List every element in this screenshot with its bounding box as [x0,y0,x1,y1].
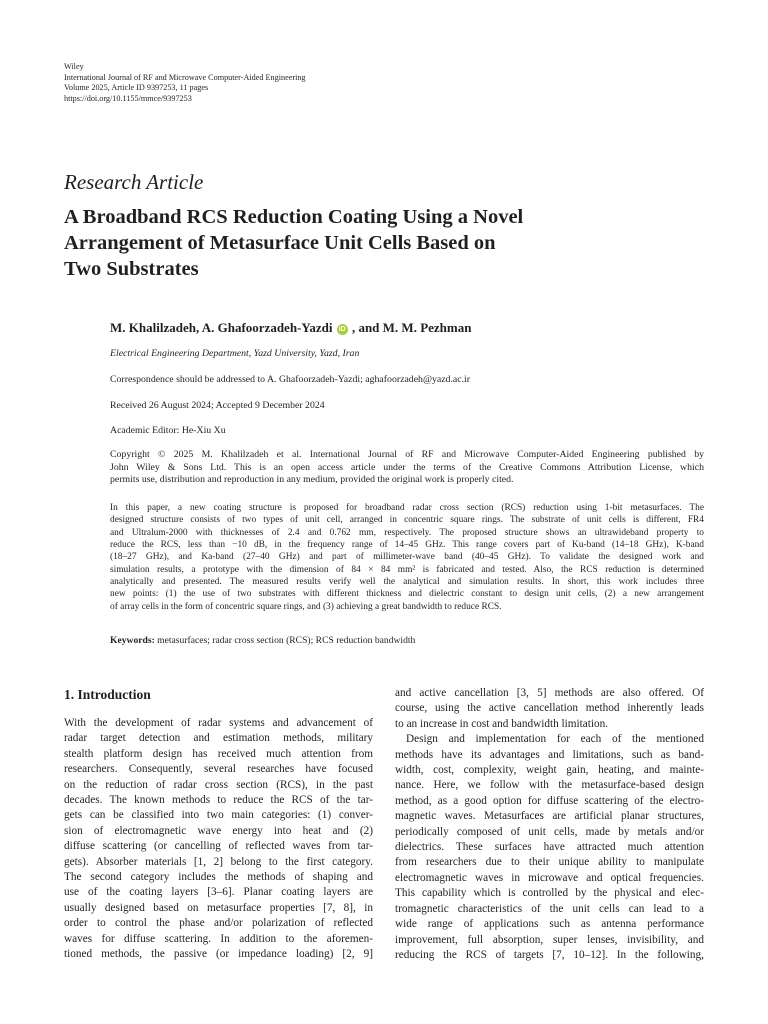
keywords-label: Keywords: [110,635,155,646]
body-line: stealth platform design has received much attention from [64,747,373,760]
copyright-line: permits use, distribution and reproduction in any medium, provided the original work is properly cited. [110,474,514,486]
title-line: Arrangement of Metasurface Unit Cells Based on [64,232,496,254]
body-line: diffuse scattering (or cancelling of reflected waves from tar- [64,840,373,853]
publisher-name: Wiley [64,62,84,71]
body-line: wide range of applications such as antenna performance [395,918,704,931]
body-line: Design and implementation for each of the mentioned [406,733,704,746]
body-line: electromagnetic waves in microwave and optical frequencies. [395,871,704,884]
copyright-line: John Wiley & Sons Ltd. This is an open access article under the terms of the Creative Commons Attribution License, which [110,461,704,473]
body-line: nance. Here, we follow with the metasurface-based design [395,779,704,792]
body-line: researchers. Consequently, several researches have focused [64,763,373,776]
orcid-icon[interactable]: iD [338,326,346,333]
author-list [110,320,471,336]
left-column [64,716,373,963]
body-line: decades. The known methods to reduce the RCS of the tar- [64,794,373,807]
abstract [110,502,704,613]
body-line: reducing the RCS of targets [7, 10–12]. In the following, [395,948,704,961]
body-line: gets). Absorber materials [1, 2] belong to the first category. [64,855,373,868]
body-line: width, cost, complexity, weight gain, heating, and mainte- [395,764,704,777]
body-line: method, as a good option for diffuse scattering of the electro- [395,794,704,807]
article-dates: Received 26 August 2024; Accepted 9 December 2024 [110,400,325,411]
abstract-line: designed structure consists of two types of unit cell, arranged in concentric square rings. The substrate of unit cells is different, FR4 [110,515,704,526]
body-line: radar target detection and estimation methods, military [64,732,373,745]
body-line: methods have its advantages and limitations, such as band- [395,748,704,761]
abstract-line: simulation results, a prototype with the dimension of 84 × 84 mm² is fabricated and tested. Also, the RCS reduction is determined [110,564,704,575]
journal-name: International Journal of RF and Microwave Computer-Aided Engineering [64,72,306,82]
body-line: With the development of radar systems and advancement of [64,717,373,729]
body-line: tromagnetic characteristics of the unit cells can lead to a [395,902,704,915]
article-type: Research Article [64,170,204,194]
body-line: on the reduction of radar cross section (RCS), in the past [64,778,373,791]
correspondence: Correspondence should be addressed to A. Ghafoorzadeh-Yazdi; aghafoorzadeh@yazd.ac.ir [110,374,471,385]
abstract-line: new points: (1) the use of two substrates with different thickness and dielectric constant to design unit cells, (2) a new arrangement [110,589,704,600]
body-line: magnetic waves. Metasurfaces are artificial planar structures, [395,810,704,823]
body-line: dielectrics. These surfaces have attracted much attention [395,841,704,854]
body-line: The second category includes the methods of shaping and [64,871,373,884]
body-line: sion of electromagnetic wave energy into heat and (2) [64,824,373,837]
body-line: This capability which is controlled by the physical and elec- [395,887,704,900]
copyright-line: Copyright © 2025 M. Khalilzadeh et al. International Journal of RF and Microwave Computer-Aided Engineering published by [110,449,704,460]
abstract-line: of array cells in the form of concentric square rings, and (3) achieving a great bandwidth to reduce RCS. [110,601,502,612]
body-line: use of the coating layers [3–6]. Planar coating layers are [64,886,373,899]
academic-editor: Academic Editor: He-Xiu Xu [110,425,226,436]
body-line: improvement, full absorption, super lenses, invisibility, and [395,933,704,946]
journal-header [64,62,306,104]
authors-first: M. Khalilzadeh, A. Ghafoorzadeh-Yazdi [110,320,333,335]
abstract-line: (18–27 GHz), and Ka-band (27–40 GHz) and part of millimeter-wave band (40–45 GHz). To validate the designed work and [110,552,704,563]
abstract-line: In this paper, a new coating structure is proposed for broadband radar cross section (RCS) reduction using 1-bit metasurfaces. The [110,503,704,513]
volume-info: Volume 2025, Article ID 9397253, 11 pages [64,83,209,93]
section-heading: 1. Introduction [64,687,151,702]
authors-rest: , and M. M. Pezhman [351,320,472,335]
copyright-notice [110,449,704,487]
title-line: Two Substrates [64,258,199,280]
title-line: A Broadband RCS Reduction Coating Using a Novel [64,206,524,228]
body-line: course, using the active cancellation method inherently leads [395,702,704,715]
keywords-text: metasurfaces; radar cross section (RCS); RCS reduction bandwidth [154,635,416,646]
right-column [395,686,704,963]
body-line: and active cancellation [3, 5] methods are also offered. Of [395,687,704,699]
body-line: from researchers due to their unique ability to manipulate [395,856,704,869]
body-line: tioned methods, the passive (or impedance loading) [2, 9] [64,948,373,961]
abstract-line: analytically and presented. The measured results verify well the analytical and simulation results. In short, this work includes three [110,577,704,588]
abstract-line: and Ultralum-2000 with thicknesses of 2.4 and 0.762 mm, respectively. The proposed structure shows an ultrawideband property to [110,527,704,538]
body-line: periodically composed of unit cells, made by metals and/or [395,825,704,838]
body-line: to an increase in cost and bandwidth limitation. [395,717,609,730]
doi-link[interactable]: https://doi.org/10.1155/mmce/9397253 [64,93,192,103]
body-line: usually designed based on metasurface properties [7, 8], in [64,901,373,914]
affiliation: Electrical Engineering Department, Yazd University, Yazd, Iran [110,348,360,359]
body-line: waves for diffuse scattering. In addition to the aforemen- [64,932,373,945]
body-line: gets can be classified into two main categories: (1) conver- [64,809,373,822]
abstract-line: reduce the RCS, less than −10 dB, in the frequency range of 14–45 GHz. This range covers part of Ku-band (14–18 GHz), K-band [110,540,704,551]
article-title [64,204,624,282]
body-line: order to control the phase and/or polarization of reflected [64,917,373,930]
keywords [110,635,415,646]
